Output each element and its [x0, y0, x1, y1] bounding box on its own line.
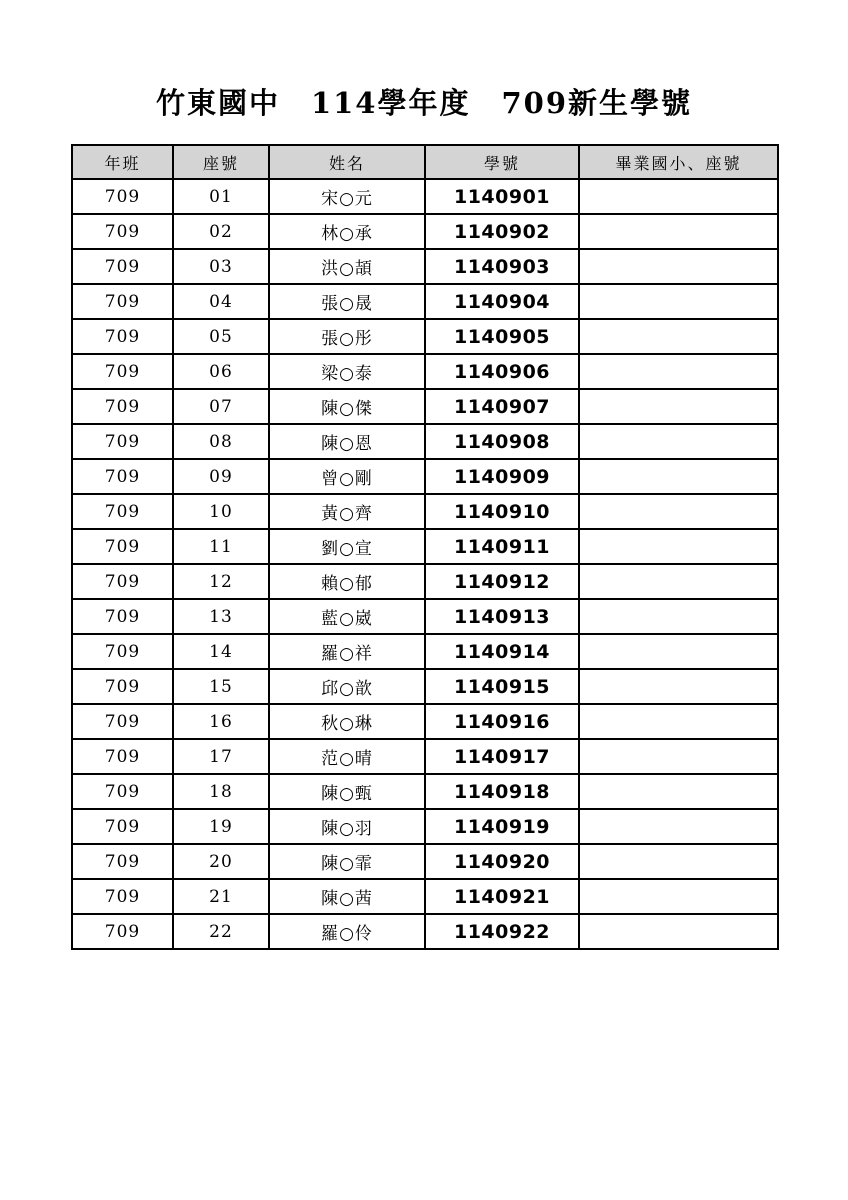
cell-class: 709 — [72, 529, 173, 564]
cell-student-id: 1140907 — [425, 389, 579, 424]
cell-student-id: 1140902 — [425, 214, 579, 249]
cell-class: 709 — [72, 424, 173, 459]
table-row — [72, 459, 778, 494]
cell-student-name: 陳○甄 — [269, 774, 425, 809]
cell-elementary-school — [579, 529, 778, 564]
cell-elementary-school — [579, 704, 778, 739]
cell-elementary-school — [579, 424, 778, 459]
table-row — [72, 214, 778, 249]
cell-seat-number: 12 — [173, 564, 269, 599]
cell-student-name: 范○晴 — [269, 739, 425, 774]
cell-student-name: 邱○歆 — [269, 669, 425, 704]
cell-elementary-school — [579, 669, 778, 704]
table-row — [72, 879, 778, 914]
cell-class: 709 — [72, 809, 173, 844]
cell-student-name: 藍○崴 — [269, 599, 425, 634]
cell-seat-number: 02 — [173, 214, 269, 249]
cell-student-name: 賴○郁 — [269, 564, 425, 599]
cell-student-id: 1140910 — [425, 494, 579, 529]
cell-seat-number: 03 — [173, 249, 269, 284]
cell-student-name: 羅○祥 — [269, 634, 425, 669]
cell-student-id: 1140922 — [425, 914, 579, 949]
table-row — [72, 704, 778, 739]
cell-class: 709 — [72, 669, 173, 704]
cell-elementary-school — [579, 564, 778, 599]
cell-elementary-school — [579, 494, 778, 529]
table-body — [72, 179, 778, 949]
cell-student-name: 張○彤 — [269, 319, 425, 354]
cell-class: 709 — [72, 249, 173, 284]
table-row — [72, 319, 778, 354]
student-roster-table — [71, 144, 779, 950]
cell-seat-number: 07 — [173, 389, 269, 424]
cell-elementary-school — [579, 459, 778, 494]
cell-student-id: 1140917 — [425, 739, 579, 774]
cell-student-id: 1140916 — [425, 704, 579, 739]
column-header-name: 姓名 — [269, 145, 425, 179]
table-header — [72, 145, 778, 179]
cell-student-id: 1140906 — [425, 354, 579, 389]
cell-class: 709 — [72, 844, 173, 879]
cell-seat-number: 19 — [173, 809, 269, 844]
table-row — [72, 494, 778, 529]
table-row — [72, 354, 778, 389]
table-row — [72, 284, 778, 319]
table-row — [72, 809, 778, 844]
cell-student-name: 宋○元 — [269, 179, 425, 214]
cell-student-id: 1140918 — [425, 774, 579, 809]
cell-elementary-school — [579, 914, 778, 949]
cell-student-id: 1140914 — [425, 634, 579, 669]
cell-class: 709 — [72, 739, 173, 774]
cell-seat-number: 16 — [173, 704, 269, 739]
table-row — [72, 529, 778, 564]
cell-seat-number: 09 — [173, 459, 269, 494]
column-header-class: 年班 — [72, 145, 173, 179]
cell-seat-number: 08 — [173, 424, 269, 459]
table-row — [72, 249, 778, 284]
cell-student-name: 林○承 — [269, 214, 425, 249]
cell-elementary-school — [579, 739, 778, 774]
cell-class: 709 — [72, 389, 173, 424]
cell-student-name: 陳○霏 — [269, 844, 425, 879]
cell-seat-number: 13 — [173, 599, 269, 634]
cell-class: 709 — [72, 214, 173, 249]
cell-elementary-school — [579, 179, 778, 214]
cell-class: 709 — [72, 494, 173, 529]
cell-student-id: 1140908 — [425, 424, 579, 459]
cell-class: 709 — [72, 564, 173, 599]
cell-seat-number: 05 — [173, 319, 269, 354]
cell-seat-number: 15 — [173, 669, 269, 704]
cell-student-name: 陳○茜 — [269, 879, 425, 914]
table-row — [72, 564, 778, 599]
table-row — [72, 774, 778, 809]
cell-class: 709 — [72, 354, 173, 389]
cell-seat-number: 22 — [173, 914, 269, 949]
cell-student-id: 1140904 — [425, 284, 579, 319]
cell-seat-number: 01 — [173, 179, 269, 214]
cell-class: 709 — [72, 179, 173, 214]
cell-student-id: 1140920 — [425, 844, 579, 879]
cell-seat-number: 14 — [173, 634, 269, 669]
cell-student-id: 1140901 — [425, 179, 579, 214]
table-row — [72, 669, 778, 704]
cell-elementary-school — [579, 214, 778, 249]
cell-student-name: 秋○琳 — [269, 704, 425, 739]
column-header-seat: 座號 — [173, 145, 269, 179]
cell-class: 709 — [72, 599, 173, 634]
cell-student-name: 劉○宣 — [269, 529, 425, 564]
cell-class: 709 — [72, 319, 173, 354]
cell-student-name: 羅○伶 — [269, 914, 425, 949]
cell-student-id: 1140909 — [425, 459, 579, 494]
cell-elementary-school — [579, 879, 778, 914]
cell-student-name: 陳○恩 — [269, 424, 425, 459]
cell-seat-number: 11 — [173, 529, 269, 564]
cell-seat-number: 20 — [173, 844, 269, 879]
cell-student-id: 1140903 — [425, 249, 579, 284]
cell-student-id: 1140911 — [425, 529, 579, 564]
cell-student-name: 陳○羽 — [269, 809, 425, 844]
cell-elementary-school — [579, 599, 778, 634]
cell-seat-number: 17 — [173, 739, 269, 774]
table-row — [72, 634, 778, 669]
column-header-elementary-school: 畢業國小、座號 — [579, 145, 778, 179]
cell-elementary-school — [579, 774, 778, 809]
cell-seat-number: 06 — [173, 354, 269, 389]
table-row — [72, 844, 778, 879]
cell-elementary-school — [579, 354, 778, 389]
cell-student-name: 洪○頡 — [269, 249, 425, 284]
cell-student-id: 1140919 — [425, 809, 579, 844]
cell-seat-number: 04 — [173, 284, 269, 319]
cell-class: 709 — [72, 914, 173, 949]
cell-class: 709 — [72, 634, 173, 669]
cell-class: 709 — [72, 704, 173, 739]
table-header-row — [72, 145, 778, 179]
cell-student-name: 梁○泰 — [269, 354, 425, 389]
cell-student-name: 張○晟 — [269, 284, 425, 319]
cell-elementary-school — [579, 634, 778, 669]
cell-seat-number: 21 — [173, 879, 269, 914]
cell-class: 709 — [72, 284, 173, 319]
cell-elementary-school — [579, 844, 778, 879]
cell-seat-number: 18 — [173, 774, 269, 809]
table-row — [72, 739, 778, 774]
cell-student-id: 1140915 — [425, 669, 579, 704]
cell-class: 709 — [72, 459, 173, 494]
cell-student-id: 1140905 — [425, 319, 579, 354]
cell-elementary-school — [579, 319, 778, 354]
cell-elementary-school — [579, 389, 778, 424]
cell-elementary-school — [579, 809, 778, 844]
table-row — [72, 179, 778, 214]
cell-student-name: 曾○剛 — [269, 459, 425, 494]
cell-class: 709 — [72, 879, 173, 914]
table-row — [72, 599, 778, 634]
cell-elementary-school — [579, 284, 778, 319]
cell-elementary-school — [579, 249, 778, 284]
cell-student-name: 陳○傑 — [269, 389, 425, 424]
table-row — [72, 424, 778, 459]
cell-seat-number: 10 — [173, 494, 269, 529]
cell-student-id: 1140913 — [425, 599, 579, 634]
table-row — [72, 389, 778, 424]
cell-student-name: 黃○齊 — [269, 494, 425, 529]
cell-student-id: 1140921 — [425, 879, 579, 914]
table-row — [72, 914, 778, 949]
cell-student-id: 1140912 — [425, 564, 579, 599]
column-header-student-id: 學號 — [425, 145, 579, 179]
cell-class: 709 — [72, 774, 173, 809]
page-title: 竹東國中 114學年度 709新生學號 — [155, 86, 693, 120]
